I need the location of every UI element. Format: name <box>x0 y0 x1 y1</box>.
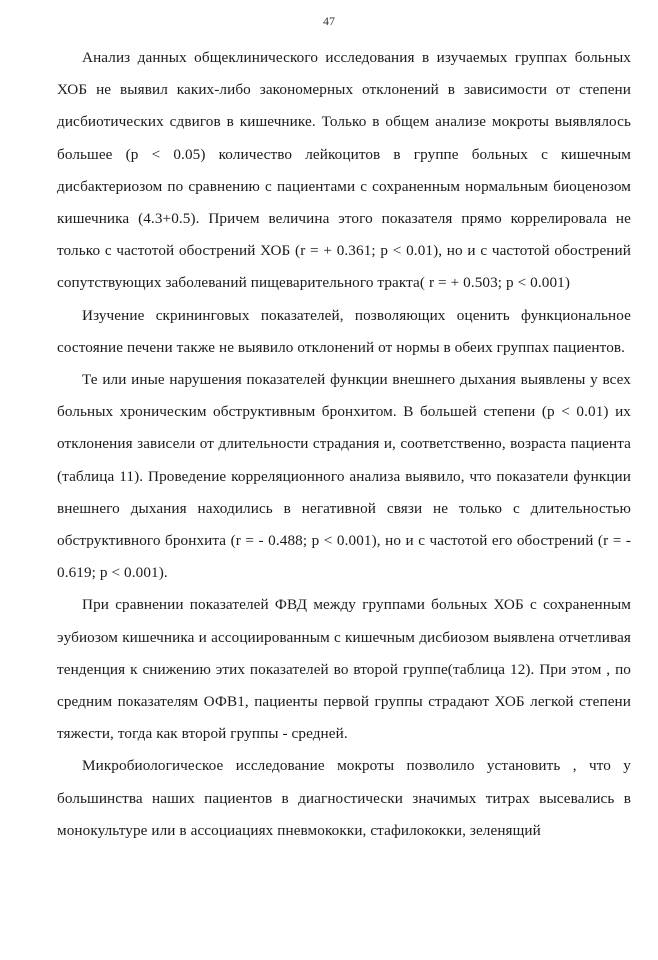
paragraph-fvd-comparison: При сравнении показателей ФВД между группами больных ХОБ с сохраненным эубиозом кишечника и ассоциированным с кишечным дисбиозом выявлена отчетливая тенденция к снижению этих показателей во второй группе(таблица 12). При этом , по средним показателям ОФВ1, пациенты первой группы страдают ХОБ легкой степени тяжести, тогда как второй группы - средней. <box>57 596 631 743</box>
paragraph-liver-screening: Изучение скрининговых показателей, позволяющих оценить функциональное состояние печени также не выявило отклонений от нормы в обеих группах пациентов. <box>57 306 631 356</box>
paragraph-dysbiosis-analysis: Анализ данных общеклинического исследования в изучаемых группах больных ХОБ не выявил каких-либо закономерных отклонений в зависимости от степени дисбиотических сдвигов в кишечнике. Только в общем анализе мокроты выявлялось большее (p < 0.05) количество лейкоцитов в группе больных с кишечным дисбактериозом по сравнению с пациентами с сохраненным нормальным биоценозом кишечника (4.3+0.5). Причем величина этого показателя прямо коррелировала не только с частотой обострений ХОБ (r = + 0.361; p < 0.01), но и с частотой обострений сопутствующих заболеваний пищеварительного тракта( r = + 0.503; p < 0.001) <box>57 49 631 292</box>
paragraph-respiratory-function: Те или иные нарушения показателей функции внешнего дыхания выявлены у всех больных хроническим обструктивным бронхитом. В большей степени (p < 0.01) их отклонения зависели от длительности страдания и, соответственно, возраста пациента (таблица 11). Проведение корреляционного анализа выявило, что показатели функции внешнего дыхания находились в негативной связи не только с длительностью обструктивного бронхита (r = - 0.488; p < 0.001), но и с частотой его обострений (r = - 0.619; p < 0.001). <box>57 371 631 582</box>
body-text <box>57 42 631 847</box>
page-number: 47 <box>323 14 335 28</box>
paragraph-sputum-microbiology: Микробиологическое исследование мокроты позволило установить , что у большинства наших пациентов в диагностически значимых титрах высевались в монокультуре или в ассоциациях пневмококки, стафилококки, зеленящий <box>57 757 631 839</box>
